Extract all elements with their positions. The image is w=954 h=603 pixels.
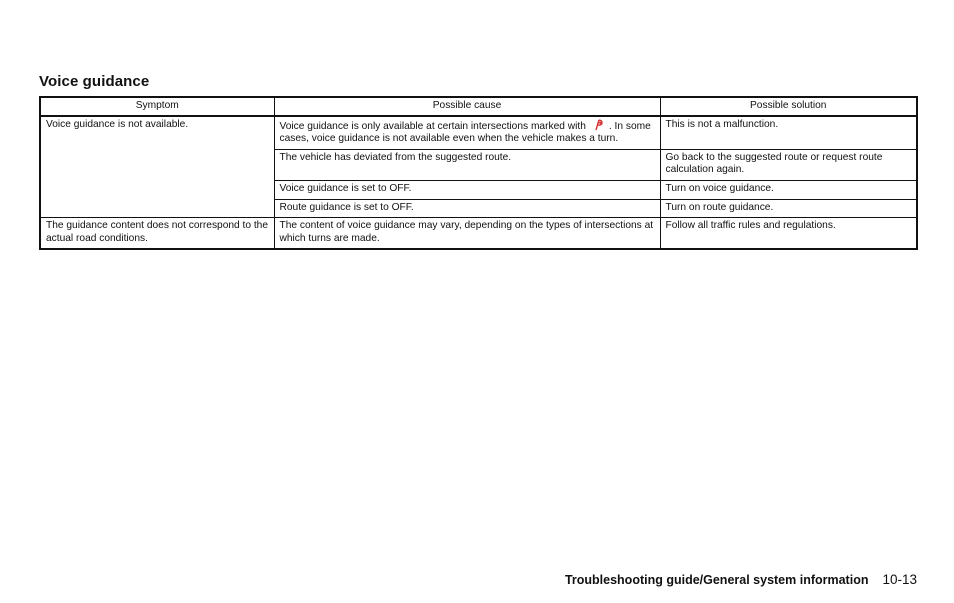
footer-chapter-title: Troubleshooting guide/General system information — [564, 573, 869, 587]
section-title: Voice guidance — [39, 73, 150, 90]
cause-cell: The content of voice guidance may vary, depending on the types of intersections at which turns are made. — [274, 218, 660, 250]
page-number: 10-13 — [882, 572, 917, 587]
page-footer — [565, 572, 917, 587]
cause-cell — [274, 116, 660, 150]
table-row — [40, 218, 917, 250]
cause-cell: Voice guidance is set to OFF. — [274, 180, 660, 199]
cause-text-part: . In some cases, voice guidance is not available even when the vehicle makes a turn. — [279, 120, 651, 145]
solution-cell: Go back to the suggested route or request route calculation again. — [660, 149, 917, 180]
cause-text-part: Voice guidance is only available at certain intersections marked with — [279, 120, 586, 132]
header-possible-solution: Possible solution — [660, 97, 917, 116]
guidance-point-flag-icon — [592, 119, 606, 131]
header-symptom: Symptom — [40, 97, 274, 116]
voice-guidance-table — [39, 96, 918, 250]
symptom-cell: Voice guidance is not available. — [40, 116, 274, 218]
symptom-cell: The guidance content does not correspond to the actual road conditions. — [40, 218, 274, 250]
cause-cell: The vehicle has deviated from the suggested route. — [274, 149, 660, 180]
table-row — [40, 116, 917, 150]
solution-cell: This is not a malfunction. — [660, 116, 917, 150]
table-header-row — [40, 97, 917, 116]
header-possible-cause: Possible cause — [274, 97, 660, 116]
cause-cell: Route guidance is set to OFF. — [274, 199, 660, 218]
solution-cell: Turn on route guidance. — [660, 199, 917, 218]
solution-cell: Turn on voice guidance. — [660, 180, 917, 199]
solution-cell: Follow all traffic rules and regulations. — [660, 218, 917, 250]
